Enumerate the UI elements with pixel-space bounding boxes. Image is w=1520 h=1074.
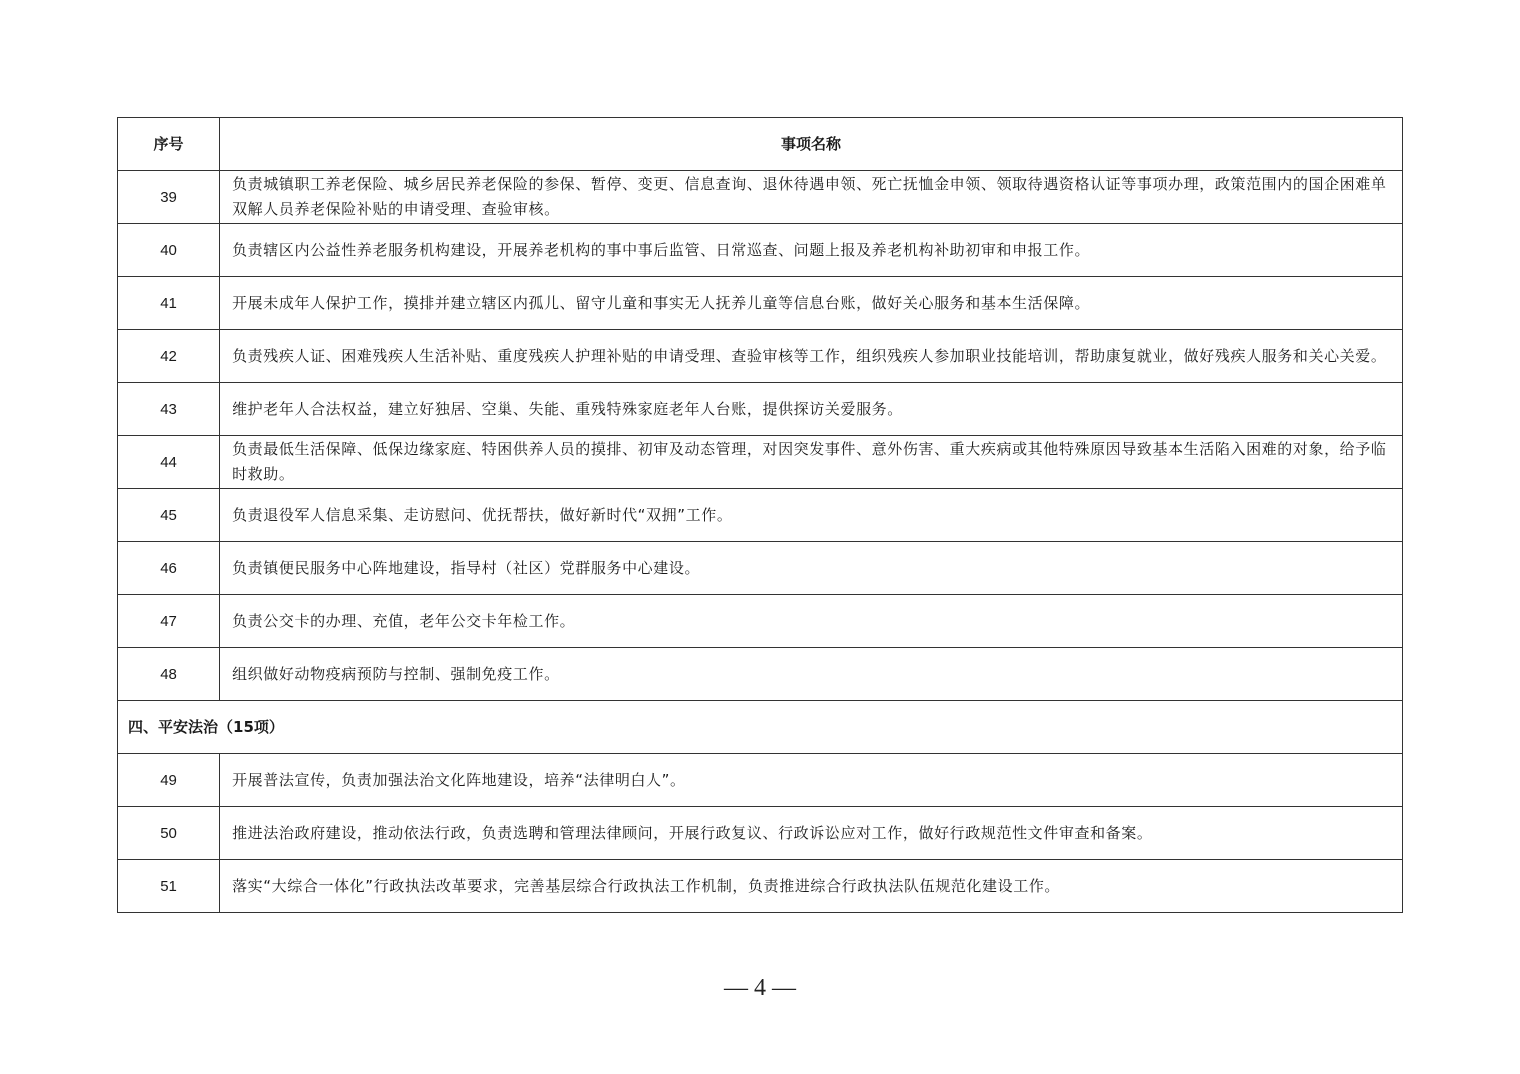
row-number: 42 [118, 330, 220, 383]
table-row [118, 383, 1403, 436]
page-number: — 4 — [724, 975, 796, 1001]
row-number: 51 [118, 860, 220, 913]
table-header-row [118, 118, 1403, 171]
row-item-text: 负责公交卡的办理、充值，老年公交卡年检工作。 [220, 595, 1403, 648]
row-number: 45 [118, 489, 220, 542]
matters-table [117, 117, 1403, 913]
table-row [118, 330, 1403, 383]
row-item-text: 负责镇便民服务中心阵地建设，指导村（社区）党群服务中心建设。 [220, 542, 1403, 595]
table-row [118, 436, 1403, 489]
table-row [118, 595, 1403, 648]
row-number: 47 [118, 595, 220, 648]
header-number: 序号 [118, 118, 220, 171]
row-number: 50 [118, 807, 220, 860]
row-number: 43 [118, 383, 220, 436]
header-item-name: 事项名称 [220, 118, 1403, 171]
table-row [118, 489, 1403, 542]
table-row [118, 860, 1403, 913]
table-row [118, 277, 1403, 330]
row-number: 39 [118, 171, 220, 224]
section-heading-row [118, 701, 1403, 754]
table-row [118, 754, 1403, 807]
row-item-text: 组织做好动物疫病预防与控制、强制免疫工作。 [220, 648, 1403, 701]
table-row [118, 171, 1403, 224]
table-body [118, 171, 1403, 913]
row-item-text: 维护老年人合法权益，建立好独居、空巢、失能、重残特殊家庭老年人台账，提供探访关爱服务。 [220, 383, 1403, 436]
table-row [118, 648, 1403, 701]
row-item-text: 负责残疾人证、困难残疾人生活补贴、重度残疾人护理补贴的申请受理、查验审核等工作，组织残疾人参加职业技能培训，帮助康复就业，做好残疾人服务和关心关爱。 [220, 330, 1403, 383]
row-item-text: 落实“大综合一体化”行政执法改革要求，完善基层综合行政执法工作机制，负责推进综合行政执法队伍规范化建设工作。 [220, 860, 1403, 913]
row-number: 48 [118, 648, 220, 701]
row-number: 40 [118, 224, 220, 277]
row-item-text: 开展普法宣传，负责加强法治文化阵地建设，培养“法律明白人”。 [220, 754, 1403, 807]
row-item-text: 开展未成年人保护工作，摸排并建立辖区内孤儿、留守儿童和事实无人抚养儿童等信息台账，做好关心服务和基本生活保障。 [220, 277, 1403, 330]
row-item-text: 推进法治政府建设，推动依法行政，负责选聘和管理法律顾问，开展行政复议、行政诉讼应对工作，做好行政规范性文件审查和备案。 [220, 807, 1403, 860]
row-number: 41 [118, 277, 220, 330]
row-item-text: 负责最低生活保障、低保边缘家庭、特困供养人员的摸排、初审及动态管理，对因突发事件、意外伤害、重大疾病或其他特殊原因导致基本生活陷入困难的对象，给予临时救助。 [220, 436, 1403, 489]
section-heading: 四、平安法治（15项） [118, 701, 1403, 754]
row-item-text: 负责城镇职工养老保险、城乡居民养老保险的参保、暂停、变更、信息查询、退休待遇申领、死亡抚恤金申领、领取待遇资格认证等事项办理，政策范围内的国企困难单双解人员养老保险补贴的申请受理、查验审核。 [220, 171, 1403, 224]
table-row [118, 807, 1403, 860]
table-row [118, 224, 1403, 277]
row-item-text: 负责辖区内公益性养老服务机构建设，开展养老机构的事中事后监管、日常巡查、问题上报及养老机构补助初审和申报工作。 [220, 224, 1403, 277]
row-number: 46 [118, 542, 220, 595]
row-number: 44 [118, 436, 220, 489]
row-item-text: 负责退役军人信息采集、走访慰问、优抚帮扶，做好新时代“双拥”工作。 [220, 489, 1403, 542]
table-row [118, 542, 1403, 595]
row-number: 49 [118, 754, 220, 807]
